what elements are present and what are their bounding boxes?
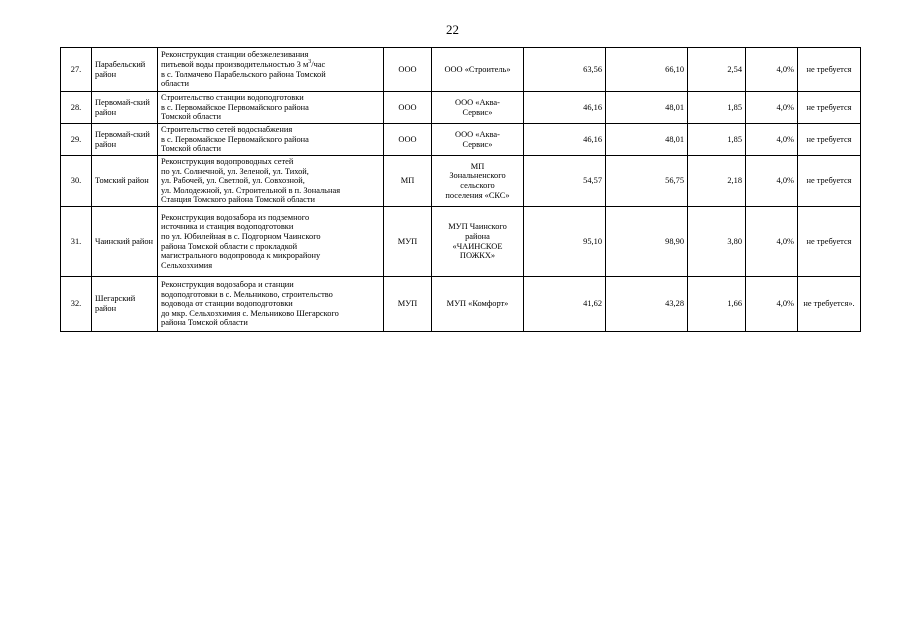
organization-line: ООО «Аква- — [455, 129, 500, 139]
description-line: по ул. Юбилейная в с. Подгорном Чаинского — [161, 231, 321, 241]
value-difference: 2,54 — [688, 48, 746, 92]
investment-program-table — [60, 47, 861, 332]
value-difference: 1,66 — [688, 277, 746, 332]
description-line: Станция Томского района Томской области — [161, 195, 316, 205]
value-after: 48,01 — [606, 124, 688, 156]
description-line: ул. Рабочей, ул. Светлой, ул. Совхозной, — [161, 176, 305, 186]
table-row — [61, 48, 861, 92]
value-before: 54,57 — [524, 156, 606, 207]
value-before: 95,10 — [524, 207, 606, 277]
value-before: 41,62 — [524, 277, 606, 332]
organization-line: «ЧАИНСКОЕ — [452, 241, 503, 251]
growth-percent: 4,0% — [746, 156, 798, 207]
description-line: Реконструкция станции обезжелезивания — [161, 50, 309, 60]
district-name: Чаинский район — [92, 207, 158, 277]
description-line: области — [161, 79, 189, 89]
table-row — [61, 92, 861, 124]
growth-percent: 4,0% — [746, 124, 798, 156]
row-number: 32. — [61, 277, 92, 332]
organization-name — [432, 124, 524, 156]
organization-name — [432, 92, 524, 124]
value-after: 98,90 — [606, 207, 688, 277]
value-difference: 1,85 — [688, 124, 746, 156]
organization-line: сельского — [460, 181, 495, 190]
organization-line: МУП Чаинского — [448, 222, 507, 232]
project-description — [158, 92, 384, 124]
row-number: 27. — [61, 48, 92, 92]
project-description — [158, 156, 384, 207]
description-line: водоподготовки в с. Мельниково, строительство — [161, 289, 333, 299]
requirement-status: не требуется». — [798, 277, 861, 332]
description-line: района Томской области с прокладкой — [161, 241, 298, 251]
organization-line: Сервис» — [462, 139, 493, 149]
table-row — [61, 156, 861, 207]
description-line: ул. Молодежной, ул. Строительной в п. Зональная — [161, 185, 341, 195]
description-line: Строительство станции водоподготовки — [161, 93, 304, 103]
description-line: Строительство сетей водоснабжения — [161, 125, 293, 135]
description-line: до мкр. Сельхозхимия с. Мельниково Шегарского — [161, 308, 339, 318]
row-number: 30. — [61, 156, 92, 207]
organization-line: поселения «СКС» — [445, 190, 510, 200]
description-line: источника и станция водоподготовки — [161, 222, 294, 232]
district-name: Первомай-ский район — [92, 124, 158, 156]
description-line: в с. Первомайское Первомайского района — [161, 102, 309, 112]
description-line: магистрального водопровода к микрорайону — [161, 251, 321, 261]
legal-form: МУП — [384, 207, 432, 277]
organization-line: Зональненского — [449, 171, 506, 181]
legal-form: ООО — [384, 48, 432, 92]
organization-line: ООО «Строитель» — [444, 64, 511, 74]
requirement-status: не требуется — [798, 48, 861, 92]
organization-line: ООО «Аква- — [455, 97, 500, 107]
project-description — [158, 124, 384, 156]
project-description — [158, 207, 384, 277]
organization-line: МУП «Комфорт» — [446, 299, 509, 309]
value-after: 48,01 — [606, 92, 688, 124]
table-row — [61, 124, 861, 156]
organization-line: Сервис» — [462, 107, 493, 117]
description-line: Сельхозхимия — [161, 260, 213, 270]
table-row — [61, 207, 861, 277]
organization-line: МП — [470, 161, 485, 171]
project-description — [158, 48, 384, 92]
description-line: питьевой воды производительностью 3 $м^3$/час — [161, 59, 326, 69]
district-name: Томский район — [92, 156, 158, 207]
growth-percent: 4,0% — [746, 207, 798, 277]
value-after: 43,28 — [606, 277, 688, 332]
requirement-status: не требуется — [798, 207, 861, 277]
row-number: 29. — [61, 124, 92, 156]
value-before: 46,16 — [524, 124, 606, 156]
description-line: Реконструкция водозабора и станции — [161, 280, 294, 290]
organization-line: района — [465, 231, 490, 241]
district-name: Парабельский район — [92, 48, 158, 92]
value-before: 46,16 — [524, 92, 606, 124]
description-line: Реконструкция водозабора из подземного — [161, 212, 310, 222]
organization-name — [432, 48, 524, 92]
description-line: в с. Первомайское Первомайского района — [161, 134, 309, 144]
description-line: в с. Толмачево Парабельского района Томской — [161, 69, 326, 79]
project-description — [158, 277, 384, 332]
growth-percent: 4,0% — [746, 48, 798, 92]
description-line: водовода от станции водоподготовки — [161, 299, 293, 309]
requirement-status: не требуется — [798, 92, 861, 124]
organization-name — [432, 277, 524, 332]
description-line: Томской области — [161, 144, 221, 154]
legal-form: ООО — [384, 92, 432, 124]
legal-form: МУП — [384, 277, 432, 332]
requirement-status: не требуется — [798, 124, 861, 156]
requirement-status: не требуется — [798, 156, 861, 207]
description-line: района Томской области — [161, 318, 248, 328]
description-line: Реконструкция водопроводных сетей — [161, 157, 294, 167]
organization-line: ПОЖКХ» — [459, 251, 496, 261]
description-line: по ул. Солнечной, ул. Зеленой, ул. Тихой, — [161, 166, 309, 176]
value-difference: 1,85 — [688, 92, 746, 124]
legal-form: МП — [384, 156, 432, 207]
district-name: Шегарский район — [92, 277, 158, 332]
growth-percent: 4,0% — [746, 277, 798, 332]
district-name: Первомай-ский район — [92, 92, 158, 124]
description-line: Томской области — [161, 112, 221, 122]
row-number: 28. — [61, 92, 92, 124]
organization-name — [432, 156, 524, 207]
value-difference: 2,18 — [688, 156, 746, 207]
legal-form: ООО — [384, 124, 432, 156]
value-after: 56,75 — [606, 156, 688, 207]
table-body — [61, 48, 861, 332]
growth-percent: 4,0% — [746, 92, 798, 124]
value-after: 66,10 — [606, 48, 688, 92]
value-difference: 3,80 — [688, 207, 746, 277]
value-before: 63,56 — [524, 48, 606, 92]
row-number: 31. — [61, 207, 92, 277]
table-row — [61, 277, 861, 332]
page-number: 22 — [446, 22, 459, 37]
organization-name — [432, 207, 524, 277]
